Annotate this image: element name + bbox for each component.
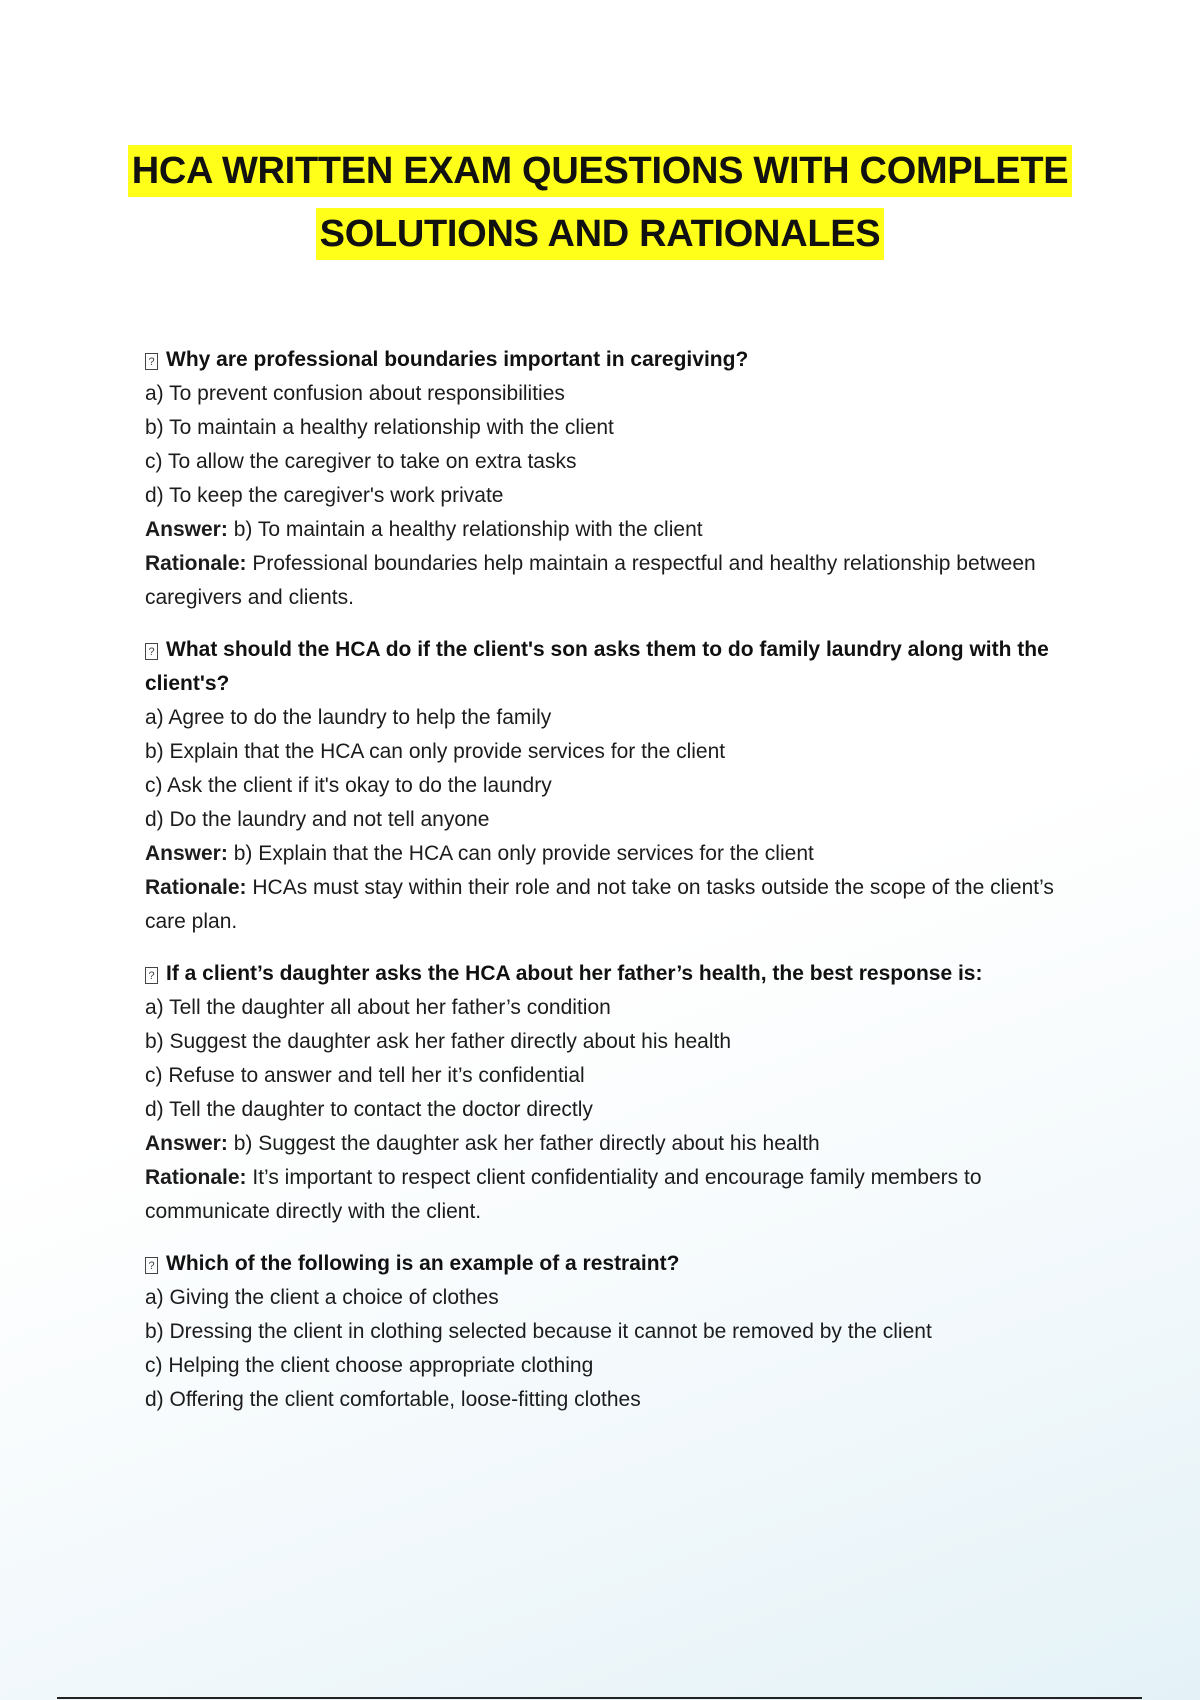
option-b: b) Explain that the HCA can only provide services for the client xyxy=(145,740,726,763)
question-text: ? What should the HCA do if the client's son asks them to do family laundry along with the client's? xyxy=(145,638,1049,695)
option-b: b) Dressing the client in clothing selected because it cannot be removed by the client xyxy=(145,1320,932,1343)
page-footer-rule xyxy=(57,1697,1142,1699)
answer-text: b) Suggest the daughter ask her father directly about his health xyxy=(233,1132,820,1155)
rationale-label: Rationale: xyxy=(145,876,247,899)
option-d: d) Tell the daughter to contact the doctor directly xyxy=(145,1098,593,1121)
rationale-text: Professional boundaries help maintain a respectful and healthy relationship between caregivers and clients. xyxy=(145,552,1036,609)
rationale-label: Rationale: xyxy=(145,552,247,575)
answer-line xyxy=(145,837,1095,871)
question-block-1 xyxy=(145,343,1095,615)
option-c: c) Ask the client if it's okay to do the laundry xyxy=(145,774,552,797)
option-c: c) Helping the client choose appropriate clothing xyxy=(145,1354,594,1377)
question-text: ? Why are professional boundaries important in caregiving? xyxy=(145,343,1095,377)
answer-label: Answer: xyxy=(145,518,228,541)
answer-text: b) To maintain a healthy relationship with the client xyxy=(233,518,703,541)
question-block-3 xyxy=(145,957,1095,1229)
rationale-line xyxy=(145,1161,1095,1229)
option-c: c) To allow the caregiver to take on extra tasks xyxy=(145,450,577,473)
answer-text: b) Explain that the HCA can only provide services for the client xyxy=(233,842,814,865)
question-block-4 xyxy=(145,1247,1095,1417)
option-a: a) Giving the client a choice of clothes xyxy=(145,1286,499,1309)
question-text: ? If a client’s daughter asks the HCA about her father’s health, the best response is: xyxy=(145,957,1095,991)
question-text: ? Which of the following is an example of a restraint? xyxy=(145,1247,1095,1281)
answer-line xyxy=(145,1127,1095,1161)
rationale-text: It’s important to respect client confidentiality and encourage family members to communicate directly with the client. xyxy=(145,1166,982,1223)
title-line-1: HCA WRITTEN EXAM QUESTIONS WITH COMPLETE xyxy=(128,145,1073,197)
answer-label: Answer: xyxy=(145,842,228,865)
answer-line xyxy=(145,513,1095,547)
question-block-2 xyxy=(145,633,1095,939)
option-d: d) To keep the caregiver's work private xyxy=(145,484,504,507)
question-list xyxy=(145,343,1095,1435)
rationale-label: Rationale: xyxy=(145,1166,247,1189)
rationale-line xyxy=(145,547,1095,615)
missing-glyph-box-icon: ? xyxy=(145,967,158,984)
title-line-2: SOLUTIONS AND RATIONALES xyxy=(316,208,885,260)
missing-glyph-box-icon: ? xyxy=(145,353,158,370)
missing-glyph-box-icon: ? xyxy=(145,643,158,660)
option-d: d) Offering the client comfortable, loose-fitting clothes xyxy=(145,1388,641,1411)
rationale-line xyxy=(145,871,1095,939)
option-d: d) Do the laundry and not tell anyone xyxy=(145,808,490,831)
option-c: c) Refuse to answer and tell her it’s confidential xyxy=(145,1064,585,1087)
rationale-text: HCAs must stay within their role and not take on tasks outside the scope of the client’s care plan. xyxy=(145,876,1054,933)
option-b: b) To maintain a healthy relationship with the client xyxy=(145,416,614,439)
answer-label: Answer: xyxy=(145,1132,228,1155)
missing-glyph-box-icon: ? xyxy=(145,1257,158,1274)
option-a: a) To prevent confusion about responsibilities xyxy=(145,382,565,405)
option-a: a) Agree to do the laundry to help the family xyxy=(145,706,552,729)
option-b: b) Suggest the daughter ask her father directly about his health xyxy=(145,1030,732,1053)
option-a: a) Tell the daughter all about her father’s condition xyxy=(145,996,611,1019)
document-title xyxy=(0,145,1200,271)
